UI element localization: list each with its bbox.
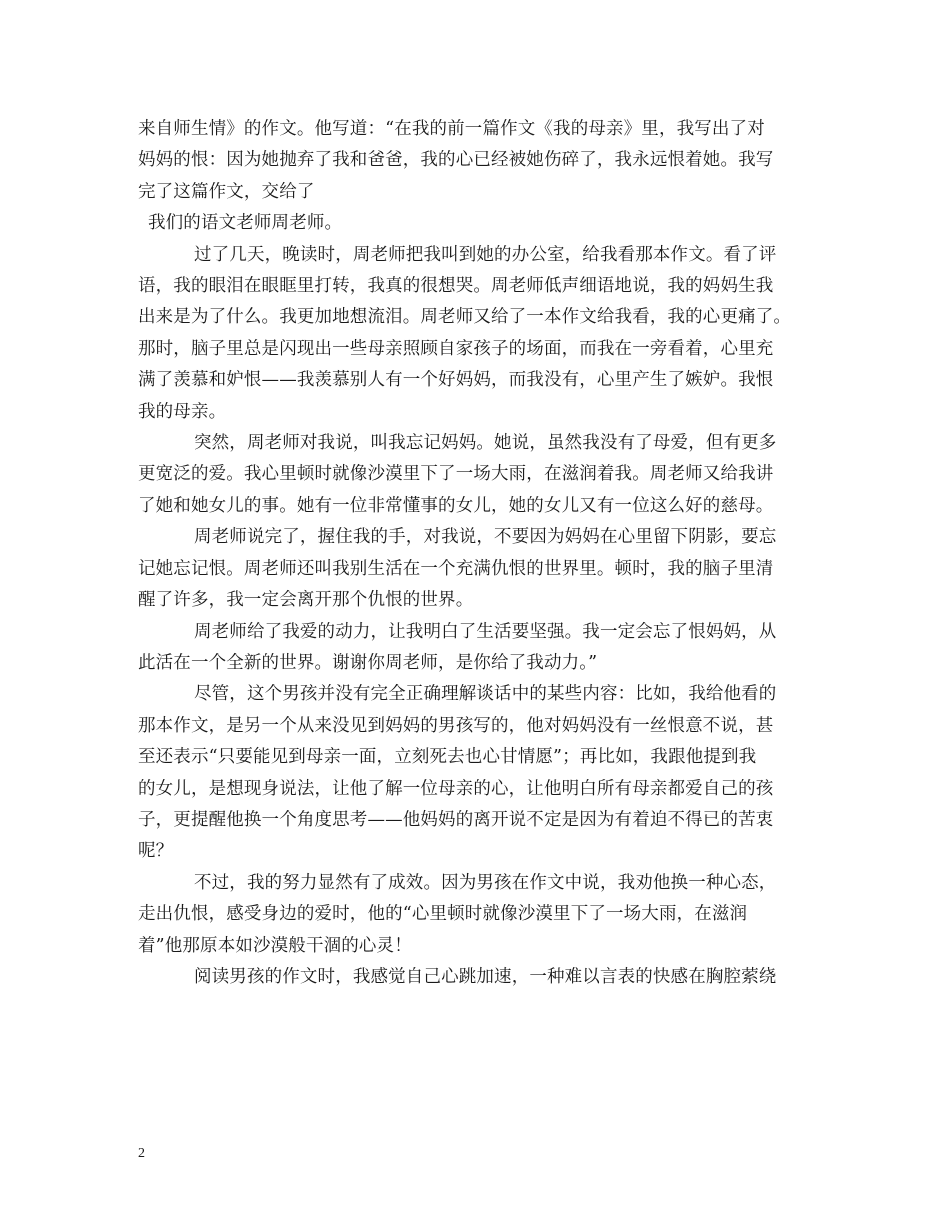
document-body [138, 114, 818, 993]
text-line: 那本作文，是另一个从来没见到妈妈的男孩写的，他对妈妈没有一丝恨意不说，甚 [138, 715, 774, 736]
paragraph-start-line: 阅读男孩的作文时，我感觉自己心跳加速，一种难以言表的快感在胸腔萦绕 [194, 966, 777, 987]
paragraph-start-line: 不过，我的努力显然有了成效。因为男孩在作文中说，我劝他换一种心态， [194, 872, 777, 893]
text-line: 我的母亲。 [138, 401, 227, 422]
paragraph-start-line: 过了几天，晚读时，周老师把我叫到她的办公室，给我看那本作文。看了评 [194, 244, 777, 265]
text-line: 完了这篇作文，交给了 [138, 181, 315, 202]
text-line: 至还表示“只要能见到母亲一面，立刻死去也心甘情愿”；再比如，我跟他提到我 [138, 747, 757, 768]
text-line: 我们的语文老师周老师。 [148, 213, 343, 234]
paragraph-start-line: 突然，周老师对我说，叫我忘记妈妈。她说，虽然我没有了母爱，但有更多 [194, 433, 777, 454]
text-line: 语，我的眼泪在眼眶里打转，我真的很想哭。周老师低声细语地说，我的妈妈生我 [138, 276, 774, 297]
text-line: 了她和她女儿的事。她有一位非常懂事的女儿，她的女儿又有一位这么好的慈母。 [138, 495, 774, 516]
text-line: 出来是为了什么。我更加地想流泪。周老师又给了一本作文给我看，我的心更痛了。 [138, 307, 792, 328]
text-line: 更宽泛的爱。我心里顿时就像沙漠里下了一场大雨，在滋润着我。周老师又给我讲 [138, 464, 774, 485]
text-line: 来自师生情》的作文。他写道：“在我的前一篇作文《我的母亲》里，我写出了对 [138, 119, 765, 139]
text-line: 子，更提醒他换一个角度思考——他妈妈的离开说不定是因为有着迫不得已的苦衷 [138, 809, 774, 830]
text-line: 呢？ [138, 841, 174, 862]
text-line: 此活在一个全新的世界。谢谢你周老师，是你给了我动力。” [138, 652, 598, 673]
text-line: 走出仇恨，感受身边的爱时，他的“心里顿时就像沙漠里下了一场大雨，在滋润 [138, 904, 748, 925]
paragraph-start-line: 尽管，这个男孩并没有完全正确理解谈话中的某些内容：比如，我给他看的 [194, 684, 777, 705]
page-number: 2 [138, 1146, 145, 1161]
text-line: 妈妈的恨：因为她抛弃了我和爸爸，我的心已经被她伤碎了，我永远恨着她。我写 [138, 150, 774, 171]
text-line: 记她忘记恨。周老师还叫我别生活在一个充满仇恨的世界里。顿时，我的脑子里清 [138, 558, 774, 579]
paragraph-start-line: 周老师说完了，握住我的手，对我说，不要因为妈妈在心里留下阴影，要忘 [194, 527, 777, 548]
text-line: 着”他那原本如沙漠般干涸的心灵！ [138, 935, 412, 956]
text-line: 的女儿，是想现身说法，让他了解一位母亲的心，让他明白所有母亲都爱自己的孩 [138, 778, 774, 799]
text-line: 满了羡慕和妒恨——我羡慕别人有一个好妈妈，而我没有，心里产生了嫉妒。我恨 [138, 370, 774, 391]
text-line: 醒了许多，我一定会离开那个仇恨的世界。 [138, 590, 474, 611]
paragraph-start-line: 周老师给了我爱的动力，让我明白了生活要坚强。我一定会忘了恨妈妈，从 [194, 621, 777, 642]
text-line: 那时，脑子里总是闪现出一些母亲照顾自家孩子的场面，而我在一旁看着，心里充 [138, 338, 774, 359]
